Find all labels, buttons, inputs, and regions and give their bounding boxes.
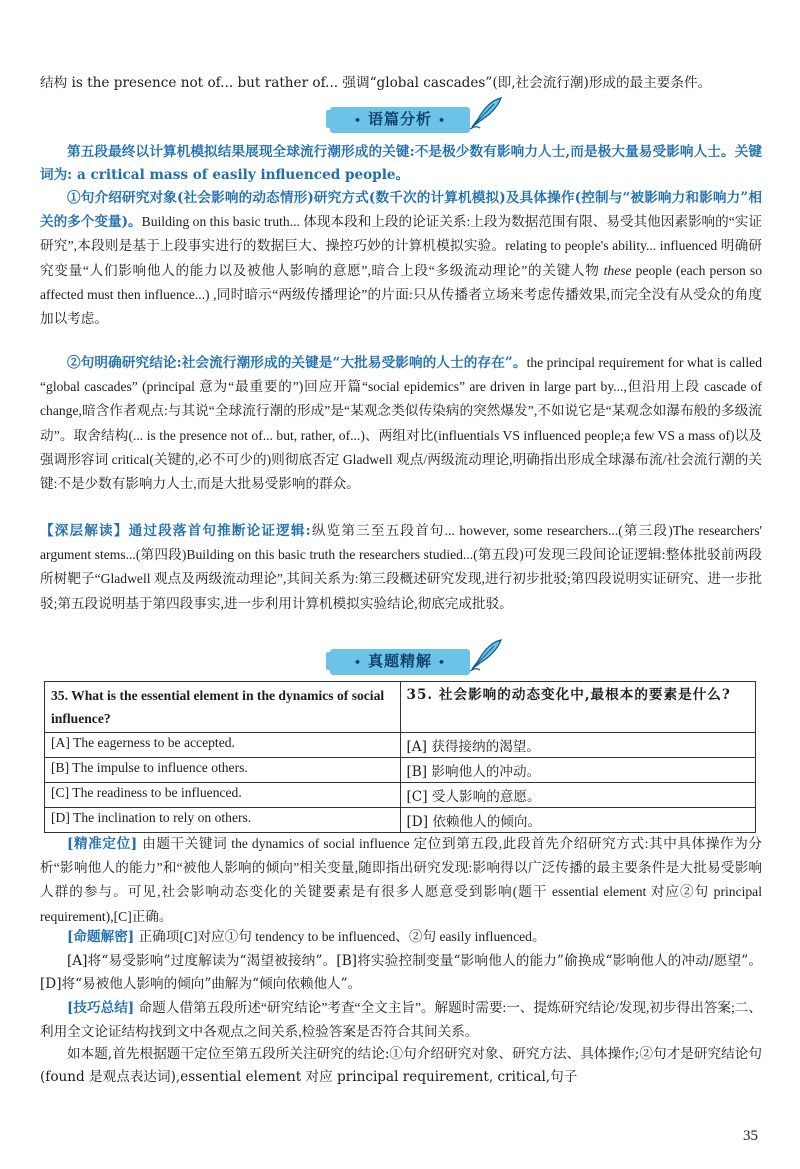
- question-row: [45, 682, 756, 733]
- option-c-cn: [C] 受人影响的意愿。: [400, 783, 756, 808]
- proposition-tag: [命题解密]: [67, 929, 135, 945]
- question-stem-en: 35. What is the essential element in the dynamics of social influence?: [45, 682, 401, 733]
- paragraph-3-lead: 通过段落首句推断论证逻辑:: [128, 523, 311, 539]
- question-table: [44, 681, 756, 833]
- section-pill: • 真题精解 •: [330, 649, 470, 675]
- option-a-cn: [A] 获得接纳的渴望。: [400, 733, 756, 758]
- section-header-analysis: [0, 107, 800, 133]
- option-a-en: [A] The eagerness to be accepted.: [45, 733, 401, 758]
- paragraph-5-text: 正确项[C]对应①句 tendency to be influenced、②句 easily influenced。: [138, 929, 546, 944]
- option-b-cn: [B] 影响他人的冲动。: [400, 758, 756, 783]
- option-d-en: [D] The inclination to rely on others.: [45, 808, 401, 833]
- paragraph-2-lead: ②句明确研究结论:社会流行潮形成的关键是“大批易受影响的人士的存在”。: [67, 355, 527, 371]
- paragraph-8: 如本题,首先根据题干定位至第五段所关注研究的结论:①句介绍研究对象、研究方法、具体操作;②句才是研究结论句(found 是观点表达词),essential element 对应 principal requirement, critical,句子: [40, 1046, 762, 1086]
- paragraph-4-text: 由题干关键词 the dynamics of social influence 定位到第五段,此段首先介绍研究方式:其中具体操作为分析“影响他人的能力”和“被他人影响的倾向”相关变量,随即指出研究发现:影响得以广泛传播的最主要条件是大批易受影响人群的参与。可见,社会影响动态变化的关键要素是有很多人愿意受到影响(题干 essential element 对应②句 principal requirement),[C]正确。: [40, 836, 762, 924]
- option-row: [45, 733, 756, 758]
- paragraph-3: [40, 519, 762, 616]
- paragraph-2-text: the principal requirement for what is called “global cascades” (principal 意为“最重要的”)回应开篇“social epidemics” are driven in large part by...,但沿用上段 cascade of change,暗含作者观点:与其说“全球流行潮的形成”是“某观念类似传染病的突然爆发”,不如说它是“某观念如瀑布般的多级流动”。取舍结构(... is the presence not of... but, rather, of...)、两组对比(influentials VS influenced people;a few VS a mass of)以及强调形容词 critical(关键的,必不可少的)则彻底否定 Gladwell 观点/两级流动理论,明确指出形成全球瀑布流/社会流行潮的关键:不是少数有影响力人士,而是大批易受影响的群众。: [40, 355, 763, 492]
- paragraph-3-text: 纵览第三至五段首句... however, some researchers...(第三段)The researchers' argument stems...(第四段)Building on this basic truth the researchers studied...(第五段)可发现三段间论证逻辑:整体批驳前两段所树靶子“Gladwell 观点及两级流动理论”,其间关系为:第三段概述研究发现,进行初步批驳;第四段说明实证研究、进一步批驳;第五段说明基于第四段事实,进一步利用计算机模拟实验结论,彻底完成批驳。: [40, 523, 762, 611]
- question-stem-cn: 35. 社会影响的动态变化中,最根本的要素是什么?: [400, 682, 756, 733]
- paragraph-4: [40, 832, 762, 929]
- option-row: [45, 808, 756, 833]
- top-line: 结构 is the presence not of... but rather of... 强调“global cascades”(即,社会流行潮)形成的最主要条件。: [40, 75, 712, 91]
- option-row: [45, 783, 756, 808]
- paragraph-2: [40, 351, 762, 496]
- skill-summary-tag: [技巧总结]: [67, 1000, 135, 1016]
- option-row: [45, 758, 756, 783]
- section-title: 真题精解: [367, 652, 432, 670]
- paragraph-6: [A]将“易受影响”过度解读为“渴望被接纳”。[B]将实验控制变量“影响他人的能力”偷换成“影响他人的冲动/愿望”。[D]将“易被他人影响的倾向”曲解为“倾向依赖他人”。: [40, 953, 762, 993]
- quill-pen-icon: [468, 637, 504, 673]
- section-pill: • 语篇分析 •: [330, 107, 470, 133]
- quill-pen-icon: [468, 95, 504, 131]
- intro-paragraph: 第五段最终以计算机模拟结果展现全球流行潮形成的关键:不是极少数有影响力人士,而是极大量易受影响人士。关键词为: a critical mass of easily influenced people。: [40, 144, 762, 184]
- paragraph-1-text-b: people (each person so affected must then influence...) ,同时暗示“两级传播理论”的片面:只从传播者立场来考虑传播效果,而完全没有从受众的角度加以考虑。: [40, 262, 762, 327]
- option-b-en: [B] The impulse to influence others.: [45, 758, 401, 783]
- deep-reading-tag: 【深层解读】: [40, 523, 129, 539]
- page-number: 35: [743, 1128, 758, 1144]
- paragraph-1: [40, 187, 762, 331]
- section-title: 语篇分析: [367, 110, 432, 128]
- precise-locate-tag: [精准定位]: [67, 836, 138, 852]
- paragraph-1-italic: these: [603, 262, 632, 278]
- option-d-cn: [D] 依赖他人的倾向。: [400, 808, 756, 833]
- paragraph-7-text: 命题人借第五段所述“研究结论”考查“全文主旨”。解题时需要:一、提炼研究结论/发现,初步得出答案;二、利用全文论证结构找到文中各观点之间关系,检验答案是否符合其间关系。: [40, 1000, 762, 1040]
- paragraph-1-lead: ①句介绍研究对象(社会影响的动态情形)研究方式(数千次的计算机模拟)及具体操作(控制与“被影响力和影响力”相关的多个变量)。: [40, 190, 762, 231]
- paragraph-1-text-a: Building on this basic truth... 体现本段和上段的论证关系:上段为数据范围有限、易受其他因素影响的“实证研究”,本段则是基于上段事实进行的数据巨大、操控巧妙的计算机模拟实验。relating to people's ability... influenced 明确研究变量“人们影响他人的能力以及被他人影响的意愿”,暗合上段“多级流动理论”的关键人物: [40, 214, 762, 278]
- paragraph-5: [40, 925, 762, 949]
- section-header-questions: [0, 649, 800, 675]
- paragraph-7: [40, 996, 762, 1044]
- option-c-en: [C] The readiness to be influenced.: [45, 783, 401, 808]
